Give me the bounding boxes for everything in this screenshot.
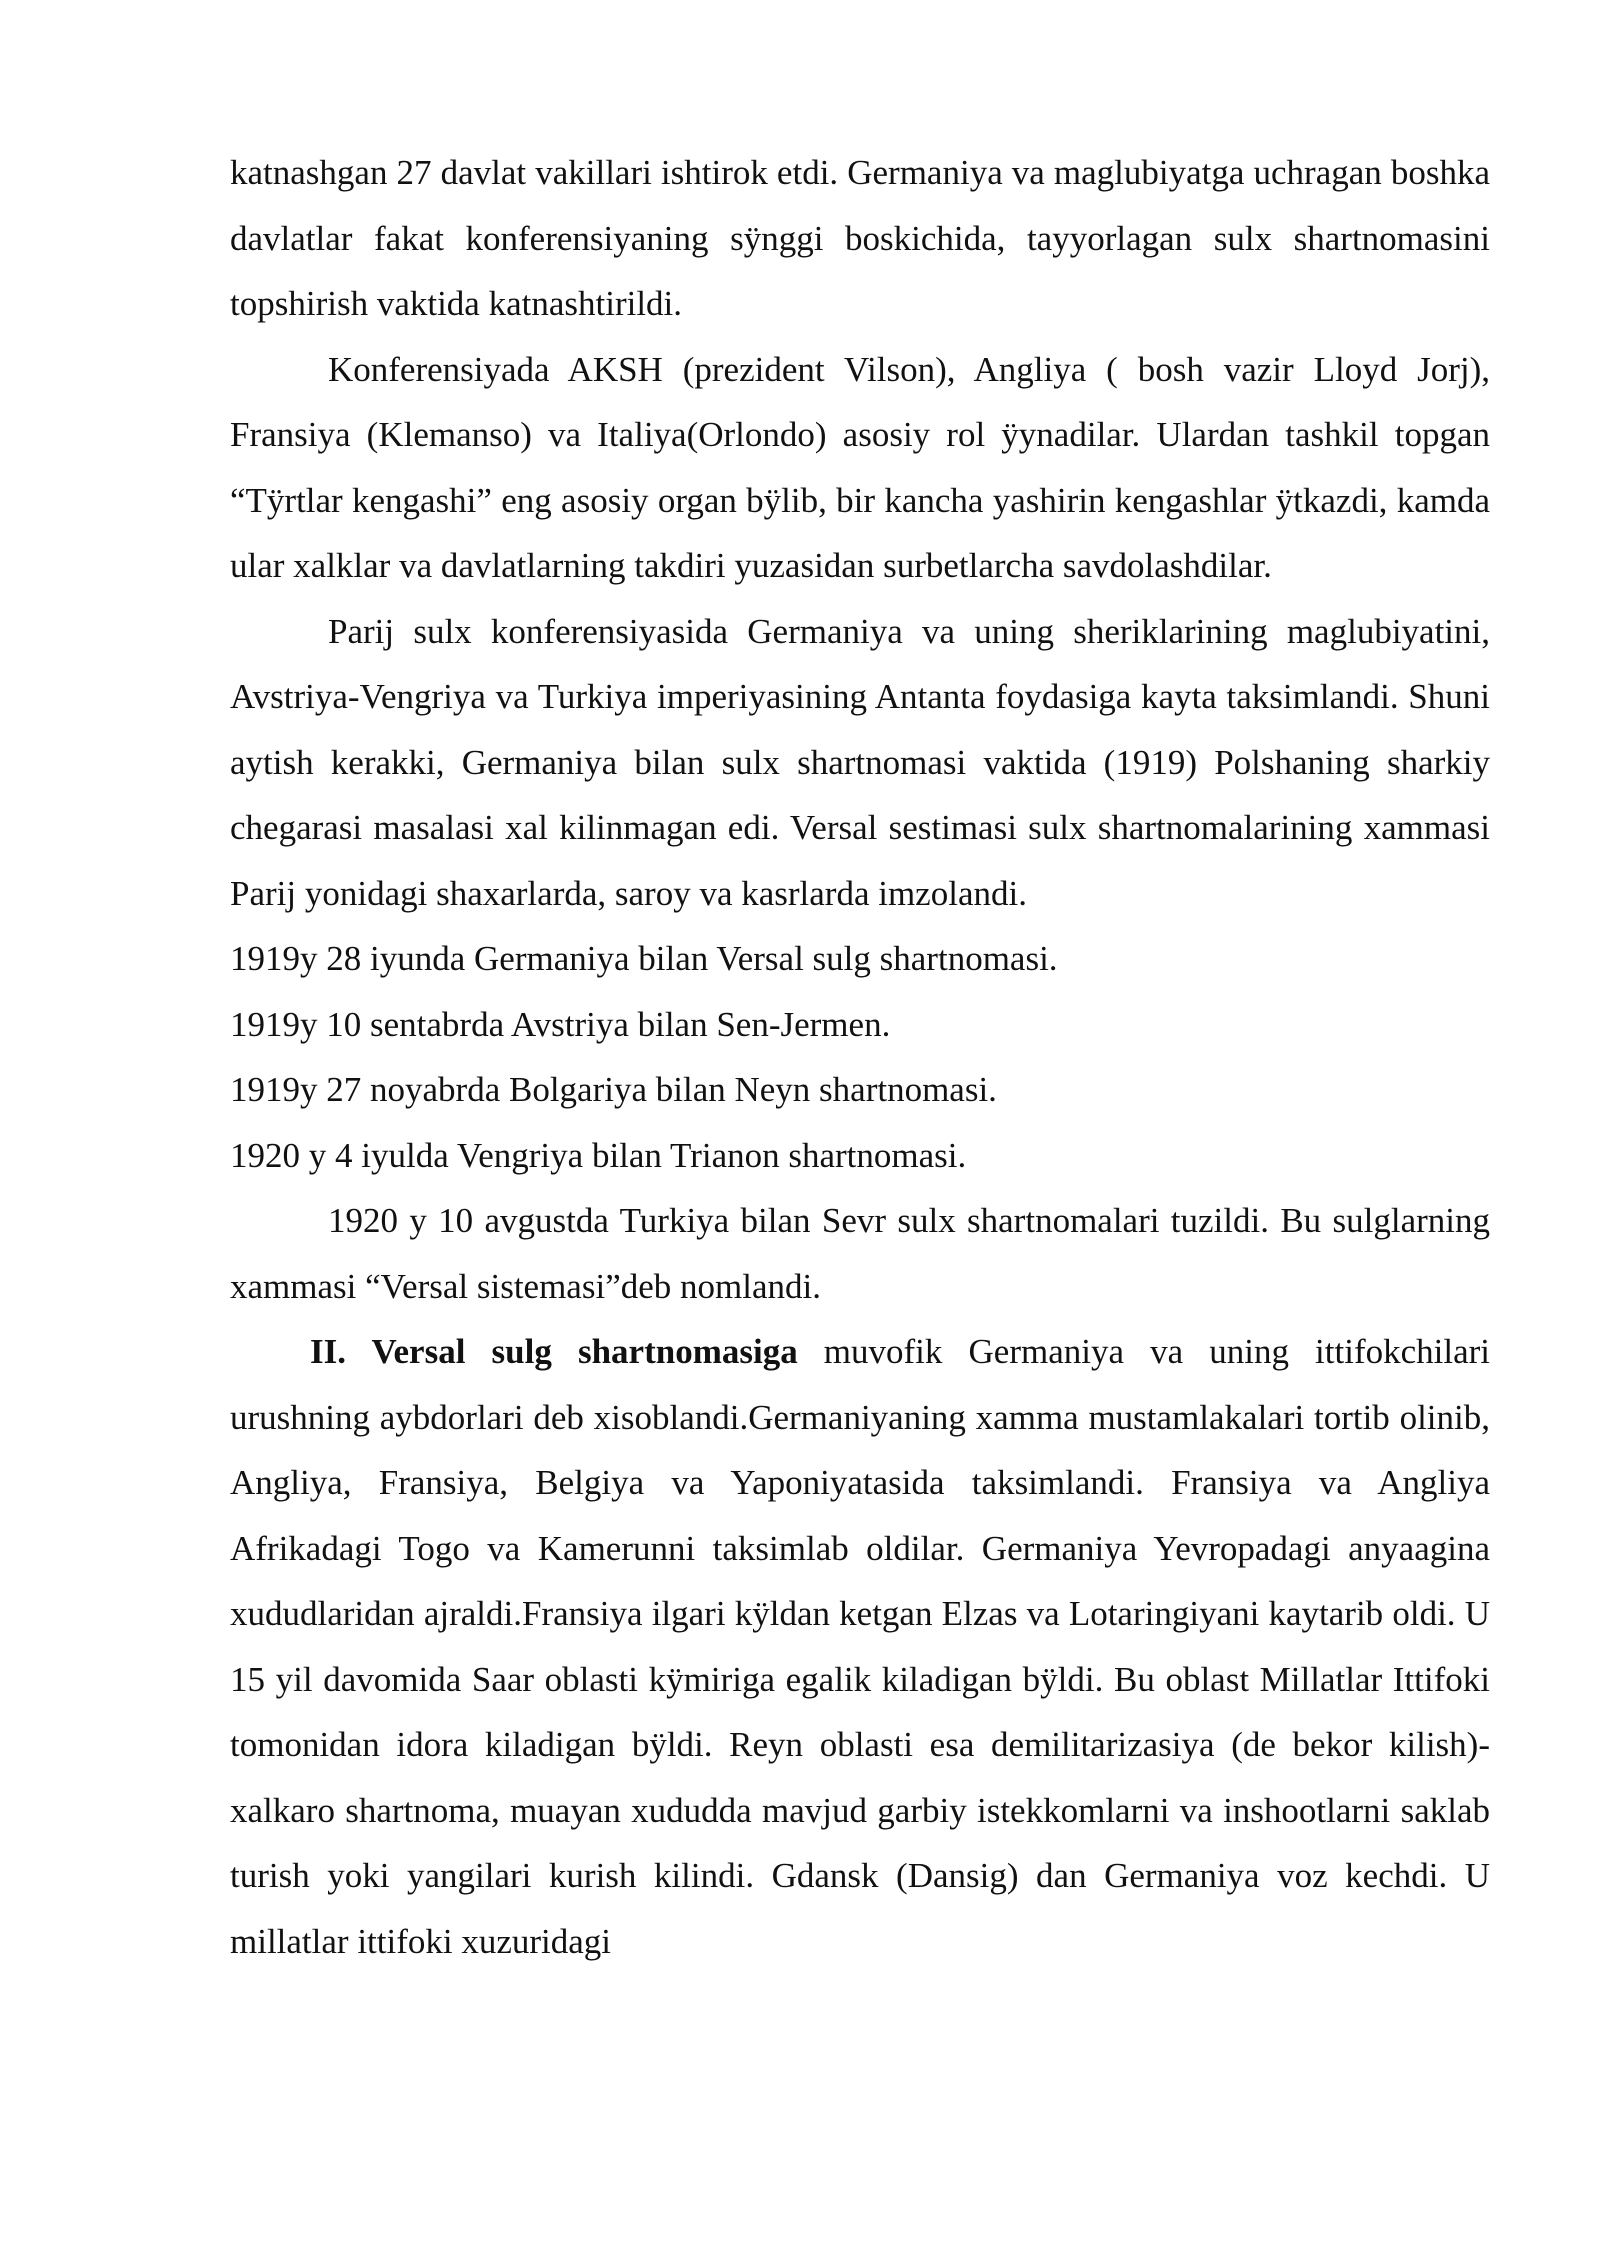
document-page <box>230 140 1490 1974</box>
paragraph-participants: katnashgan 27 davlat vakillari ishtirok etdi. Germaniya va maglubiyatga uchragan boshka davlatlar fakat konferensiyaning sÿnggi boskichida, tayyorlagan sulx shartnomasini topshirish vaktida katnashtirildi. <box>230 153 1490 323</box>
section-heading: II. Versal sulg shartnomasiga <box>310 1332 798 1371</box>
treaty-item: 1919y 27 noyabrda Bolgariya bilan Neyn shartnomasi. <box>230 1070 997 1109</box>
paragraph-conference: Konferensiyada AKSH (prezident Vilson), Angliya ( bosh vazir Lloyd Jorj), Fransiya (Klemanso) va Italiya(Orlondo) asosiy rol ÿynadilar. Ulardan tashkil topgan “Tÿrtlar kengashi” eng asosiy organ bÿlib, bir kancha yashirin kengashlar ÿtkazdi, kamda ular xalklar va davlatlarning takdiri yuzasidan surbetlarcha savdolashdilar. <box>230 349 1490 585</box>
treaty-item: 1920 y 4 iyulda Vengriya bilan Trianon shartnomasi. <box>230 1135 967 1175</box>
treaty-item: 1919y 10 sentabrda Avstriya bilan Sen-Jermen. <box>230 1004 891 1044</box>
treaty-item: 1919y 28 iyunda Germaniya bilan Versal sulg shartnomasi. <box>230 939 1058 978</box>
paragraph-versal-system: 1920 y 10 avgustda Turkiya bilan Sevr sulx shartnomalari tuzildi. Bu sulglarning xammasi “Versal sistemasi”deb nomlandi. <box>230 1201 1490 1306</box>
paragraph-partition: Parij sulx konferensiyasida Germaniya va uning sheriklarining maglubiyatini, Avstriya-Vengriya va Turkiya imperiyasining Antanta foydasiga kayta taksimlandi. Shuni aytish kerakki, Germaniya bilan sulx shartnomasi vaktida (1919) Polshaning sharkiy chegarasi masalasi xal kilinmagan edi. Versal sestimasi sulx shartnomalarining xammasi Parij yonidagi shaxarlarda, saroy va kasrlarda imzolandi. <box>230 611 1490 913</box>
section-body: muvofik Germaniya va uning ittifokchilari urushning aybdorlari deb xisoblandi.Germaniyaning xamma mustamlakalari tortib olinib, Angliya, Fransiya, Belgiya va Yaponiyatasida taksimlandi. Fransiya va Angliya Afrikadagi Togo va Kamerunni taksimlab oldilar. Germaniya Yevropadagi anyaagina xududlaridan ajraldi.Fransiya ilgari kÿldan ketgan Elzas va Lotaringiyani kaytarib oldi. U 15 yil davomida Saar oblasti kÿmiriga egalik kiladigan bÿldi. Bu oblast Millatlar Ittifoki tomonidan idora kiladigan bÿldi. Reyn oblasti esa demilitarizasiya (de bekor kilish)-xalkaro shartnoma, muayan xududda mavjud garbiy istekkomlarni va inshootlarni saklab turish yoki yangilari kurish kilindi. Gdansk (Dansig) dan Germaniya voz kechdi. U millatlar ittifoki xuzuridagi <box>230 1332 1491 1961</box>
treaty-list <box>230 926 1490 1188</box>
section-versal-treaty <box>230 1319 1490 1974</box>
